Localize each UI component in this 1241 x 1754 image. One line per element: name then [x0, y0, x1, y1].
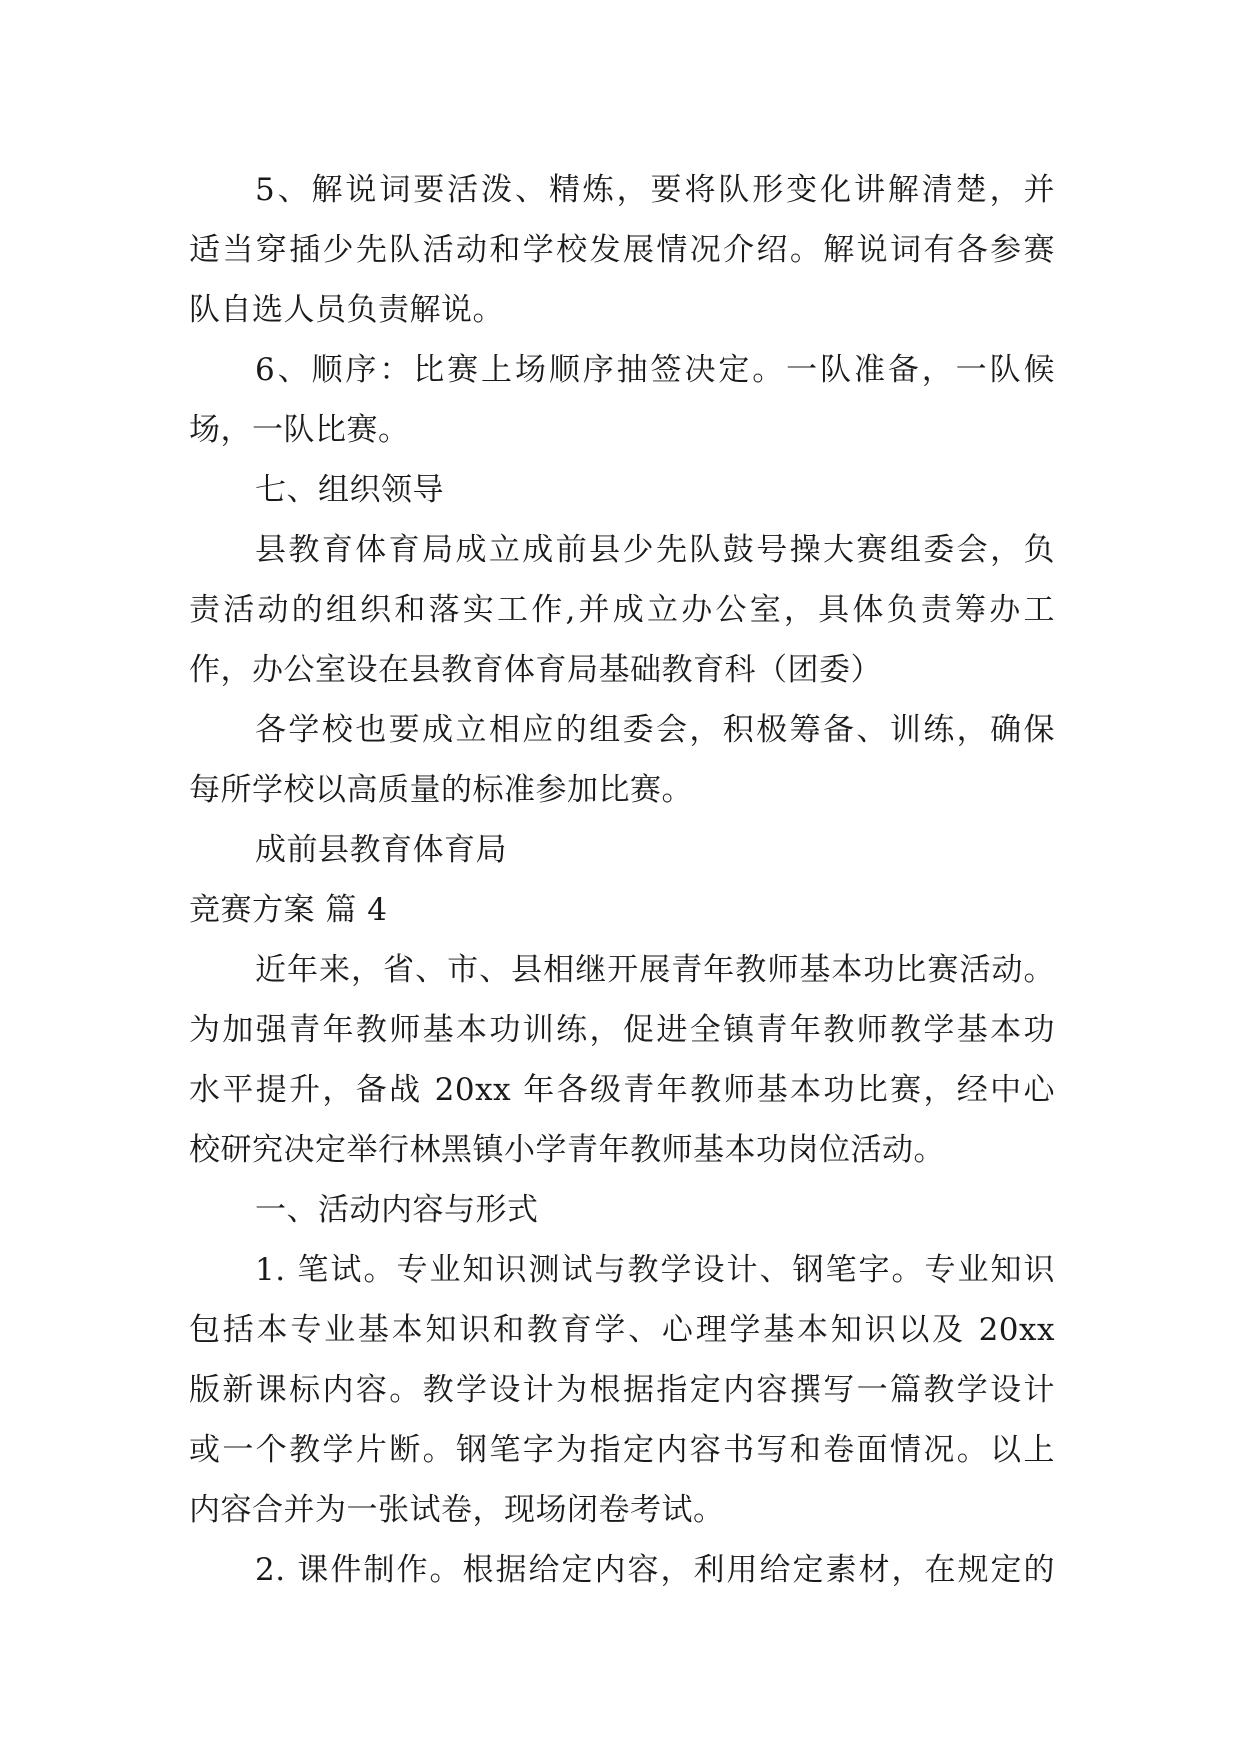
paragraph-line: 包括本专业基本知识和教育学、心理学基本知识以及 20xx [189, 1312, 1055, 1348]
paragraph-line: 水平提升，备战 20xx 年各级青年教师基本功比赛，经中心 [189, 1072, 1055, 1108]
section-heading: 七、组织领导 [255, 472, 444, 508]
paragraph-line: 为加强青年教师基本功训练，促进全镇青年教师教学基本功 [189, 1012, 1055, 1048]
paragraph-line: 6、顺序：比赛上场顺序抽签决定。一队准备，一队候 [255, 352, 1055, 388]
paragraph-line: 5、解说词要活泼、精炼，要将队形变化讲解清楚，并 [255, 172, 1055, 208]
paragraph-line: 作，办公室设在县教育体育局基础教育科（团委） [189, 652, 882, 688]
paragraph-line: 队自选人员负责解说。 [189, 292, 504, 328]
paragraph-line: 责活动的组织和落实工作,并成立办公室，具体负责筹办工 [189, 592, 1055, 628]
paragraph-line: 每所学校以高质量的标准参加比赛。 [189, 772, 693, 808]
paragraph-line: 各学校也要成立相应的组委会，积极筹备、训练，确保 [255, 712, 1055, 748]
document-page [189, 160, 1055, 1640]
paragraph-line: 1. 笔试。专业知识测试与教学设计、钢笔字。专业知识 [255, 1252, 1055, 1288]
paragraph-line: 2. 课件制作。根据给定内容，利用给定素材，在规定的 [255, 1552, 1055, 1588]
paragraph-line: 版新课标内容。教学设计为根据指定内容撰写一篇教学设计 [189, 1372, 1055, 1408]
paragraph-line: 或一个教学片断。钢笔字为指定内容书写和卷面情况。以上 [189, 1432, 1055, 1468]
paragraph-line: 内容合并为一张试卷，现场闭卷考试。 [189, 1492, 725, 1528]
document-title: 竞赛方案 篇 4 [189, 892, 388, 928]
signature-line: 成前县教育体育局 [255, 832, 507, 868]
paragraph-line: 县教育体育局成立成前县少先队鼓号操大赛组委会，负 [255, 532, 1055, 568]
paragraph-line: 适当穿插少先队活动和学校发展情况介绍。解说词有各参赛 [189, 232, 1055, 268]
paragraph-line: 场，一队比赛。 [189, 412, 410, 448]
paragraph-line: 校研究决定举行林黑镇小学青年教师基本功岗位活动。 [189, 1132, 945, 1168]
section-heading: 一、活动内容与形式 [255, 1192, 539, 1228]
paragraph-line: 近年来，省、市、县相继开展青年教师基本功比赛活动。 [255, 952, 1055, 988]
